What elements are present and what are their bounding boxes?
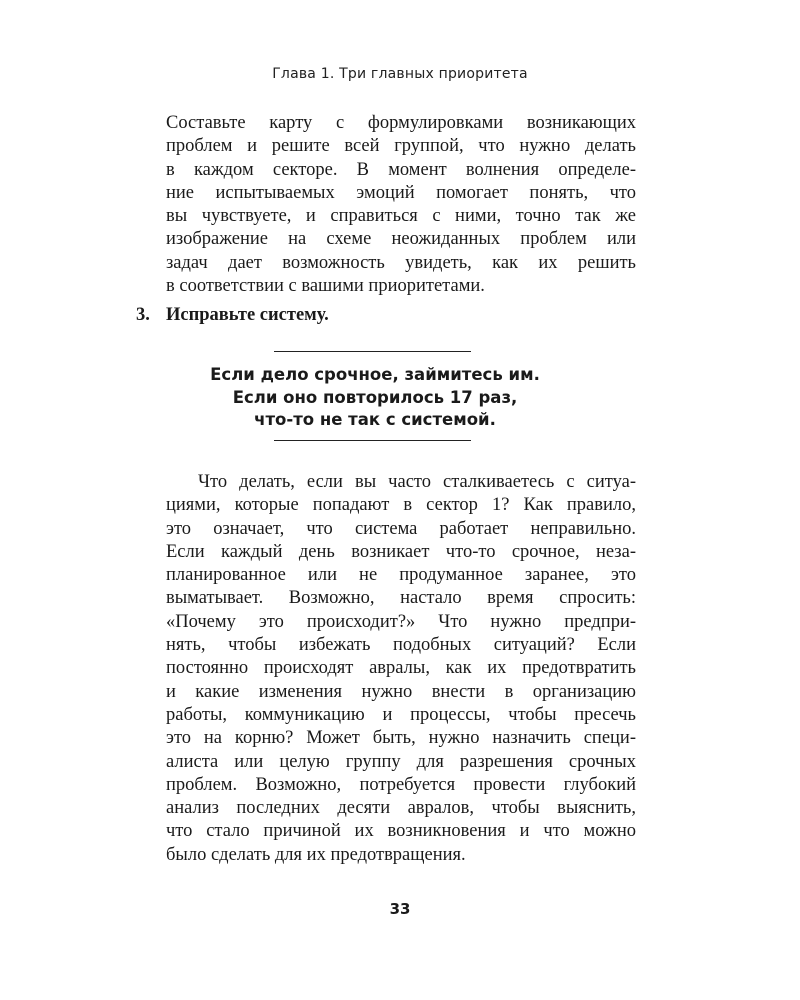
paragraph-line: проблем и решите всей группой, что нужно делать — [166, 136, 636, 157]
paragraph-line: работы, коммуникацию и процессы, чтобы пресечь — [166, 704, 636, 725]
paragraph-2 — [166, 471, 636, 867]
paragraph-line: Что делать, если вы часто сталкиваетесь с ситуа- — [198, 472, 636, 492]
list-item-number: 3. — [136, 305, 150, 325]
paragraph-line: циями, которые попадают в сектор 1? Как правило, — [166, 495, 636, 516]
paragraph-line: и какие изменения нужно внести в организацию — [166, 681, 636, 702]
paragraph-line: вы чувствуете, и справиться с ними, точно так же — [166, 206, 636, 227]
paragraph-line: Составьте карту с формулировками возникающих — [166, 113, 636, 133]
paragraph-line: задач дает возможность увидеть, как их решить — [166, 252, 636, 273]
paragraph-line: ние испытываемых эмоций помогает понять, что — [166, 182, 636, 203]
numbered-list-item — [136, 305, 329, 326]
page-number: 33 — [389, 900, 411, 918]
paragraph-line: проблем. Возможно, потребуется провести глубокий — [166, 774, 636, 795]
pull-quote-line: что-то не так с системой. — [254, 410, 496, 429]
quote-rule-top — [274, 351, 471, 352]
pull-quote-line: Если оно повторилось 17 раз, — [232, 387, 518, 407]
paragraph-line: это на корню? Может быть, нужно назначить специ- — [166, 728, 636, 749]
paragraph-line: выматывает. Возможно, настало время спросить: — [166, 588, 636, 609]
paragraph-line: нять, чтобы избежать подобных ситуаций? Если — [166, 635, 636, 656]
paragraph-line: в соответствии с вашими приоритетами. — [166, 276, 485, 297]
paragraph-line: изображение на схеме неожиданных проблем или — [166, 229, 636, 250]
list-item-text: Исправьте систему. — [166, 305, 329, 325]
paragraph-1 — [166, 112, 636, 298]
paragraph-line: планированное или не продуманное заранее, это — [166, 565, 636, 586]
paragraph-line: Если каждый день возникает что-то срочное, неза- — [166, 541, 636, 562]
quote-rule-bottom — [274, 440, 471, 441]
paragraph-line: было сделать для их предотвращения. — [166, 844, 466, 865]
running-head: Глава 1. Три главных приоритета — [272, 66, 528, 82]
paragraph-line: алиста или целую группу для разрешения срочных — [166, 751, 636, 772]
pull-quote-line: Если дело срочное, займитесь им. — [210, 365, 540, 384]
paragraph-line: в каждом секторе. В момент волнения определе- — [166, 159, 636, 180]
paragraph-line: анализ последних десяти авралов, чтобы выяснить, — [166, 798, 636, 819]
paragraph-line: это означает, что система работает неправильно. — [166, 518, 636, 539]
paragraph-line: что стало причиной их возникновения и что можно — [166, 821, 636, 842]
pull-quote — [100, 364, 650, 432]
paragraph-line: «Почему это происходит?» Что нужно предпри- — [166, 611, 636, 632]
paragraph-line: постоянно происходят авралы, как их предотвратить — [166, 658, 636, 679]
